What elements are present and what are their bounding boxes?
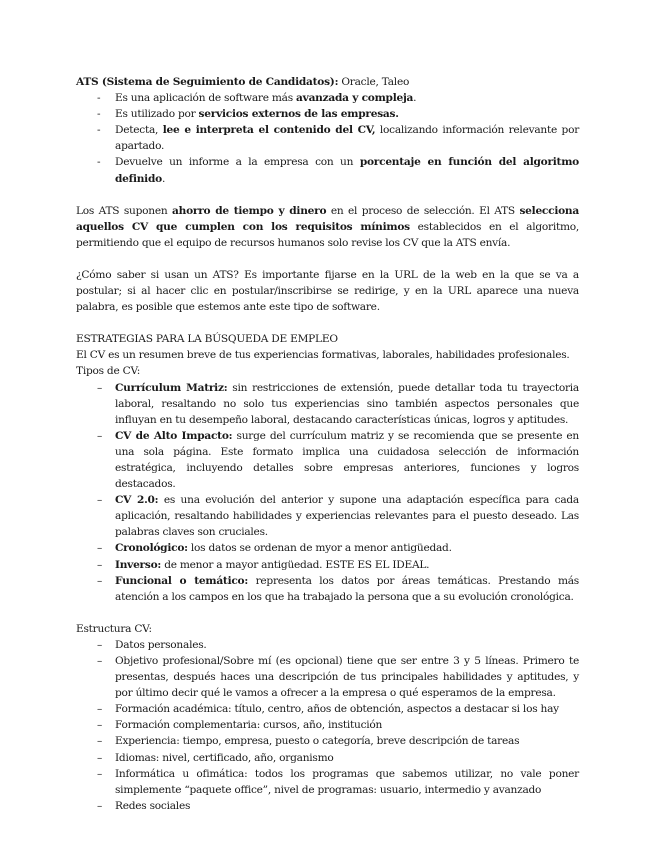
list-item: – Experiencia: tiempo, empresa, puesto o categoría, breve descripción de tareas: [76, 733, 579, 749]
ats-savings-paragraph: Los ATS suponen ahorro de tiempo y dinero en el proceso de selección. El ATS selecciona aquellos CV que cumplen con los requisitos mínimos establecidos en el algoritmo, permitiendo que el equipo de recursos humanos solo revise los CV que la ATS envía.: [76, 204, 580, 249]
cv-structure-list: [76, 637, 579, 814]
list-item: – Idiomas: nivel, certificado, año, organismo: [76, 750, 579, 766]
ats-title: [76, 74, 579, 90]
spacer: [76, 315, 579, 331]
strategies-heading: ESTRATEGIAS PARA LA BÚSQUEDA DE EMPLEO: [76, 333, 338, 346]
list-item: – Formación complementaria: cursos, año, institución: [76, 717, 579, 733]
list-item: – Informática u ofimática: todos los programas que sabemos utilizar, no vale poner simplemente “paquete office”, nivel de programas: usuario, intermedio y avanzado: [97, 767, 579, 796]
dash-marker: –: [97, 735, 103, 748]
list-item: – Objetivo profesional/Sobre mí (es opcional) tiene que ser entre 3 y 5 líneas. Primero te presentas, después haces una descripción de tus principales habilidades y aptitudes, y por último decir qué le vamos a ofrecer a la empresa o qué esperamos de la empresa.: [97, 655, 579, 700]
cv-structure-label: Estructura CV:: [76, 622, 152, 635]
dash-marker: –: [97, 767, 103, 780]
list-item: – Funcional o temático: representa los datos por áreas temáticas. Prestando más atención a los campos en los que ha trabajado la persona que a su evolución cronológica.: [97, 574, 579, 603]
dash-marker: –: [97, 381, 103, 394]
cv-types-label: Tipos de CV:: [76, 365, 141, 378]
ats-title-bold: ATS (Sistema de Seguimiento de Candidatos):: [76, 76, 339, 88]
bullet-marker: -: [97, 108, 101, 121]
list-item: – CV 2.0: es una evolución del anterior y supone una adaptación específica para cada aplicación, resaltando habilidades y experiencias relevantes para el puesto deseado. Las palabras claves son cruciales.: [97, 494, 579, 539]
dash-marker: –: [97, 558, 103, 571]
list-item: - Devuelve un informe a la empresa con un porcentaje en función del algoritmo definido.: [97, 156, 579, 185]
spacer: [76, 605, 579, 621]
list-item: – Cronológico: los datos se ordenan de myor a menor antigüedad.: [76, 540, 579, 556]
ats-title-rest: Oracle, Taleo: [338, 76, 410, 88]
list-item: – CV de Alto Impacto: surge del currículum matriz y se recomienda que se presente en una sola página. Este formato implica una cuidadosa selección de información estratégica, incluyendo detalles sobre empresas anteriores, funciones y logros destacados.: [97, 429, 580, 491]
bullet-marker: -: [97, 124, 101, 137]
list-item: - Es una aplicación de software más avanzada y compleja.: [76, 90, 579, 106]
dash-marker: –: [97, 655, 103, 667]
document-page: [76, 74, 579, 814]
cv-types-list: [76, 380, 579, 605]
list-item: – Inverso: de menor a mayor antigüedad. ESTE ES EL IDEAL.: [76, 557, 579, 573]
list-item: – Redes sociales: [76, 798, 579, 814]
list-item: – Datos personales.: [76, 637, 579, 653]
spacer: [76, 187, 579, 203]
dash-marker: –: [97, 574, 103, 587]
dash-marker: –: [97, 638, 103, 651]
bullet-marker: -: [97, 92, 101, 105]
dash-marker: –: [97, 703, 103, 716]
list-item: - Es utilizado por servicios externos de las empresas.: [76, 106, 579, 122]
dash-marker: –: [97, 751, 103, 764]
spacer: [76, 251, 579, 267]
ats-detection-paragraph: ¿Cómo saber si usan un ATS? Es importante fijarse en la URL de la web en la que se va a postular; si al hacer clic en postular/inscribirse se redirige, y en la URL aparece una nueva palabra, es posible que estemos ante este tipo de software.: [76, 268, 579, 314]
cv-intro: El CV es un resumen breve de tus experiencias formativas, laborales, habilidades profesionales.: [76, 349, 570, 362]
list-item: – Currículum Matriz: sin restricciones de extensión, puede detallar toda tu trayectoria laboral, resaltando no solo tus experiencias sino también aspectos personales que influyan en tu desempeño laboral, destacando características únicas, logros y aptitudes.: [97, 381, 579, 426]
bullet-marker: -: [97, 156, 101, 169]
dash-marker: –: [97, 494, 103, 507]
dash-marker: –: [97, 542, 103, 555]
dash-marker: –: [97, 429, 103, 442]
list-item: - Detecta, lee e interpreta el contenido del CV, localizando información relevante por apartado.: [97, 124, 580, 153]
dash-marker: –: [97, 799, 103, 812]
dash-marker: –: [97, 719, 103, 732]
list-item: – Formación académica: título, centro, años de obtención, aspectos a destacar si los hay: [76, 701, 579, 717]
ats-feature-list: [76, 90, 579, 187]
